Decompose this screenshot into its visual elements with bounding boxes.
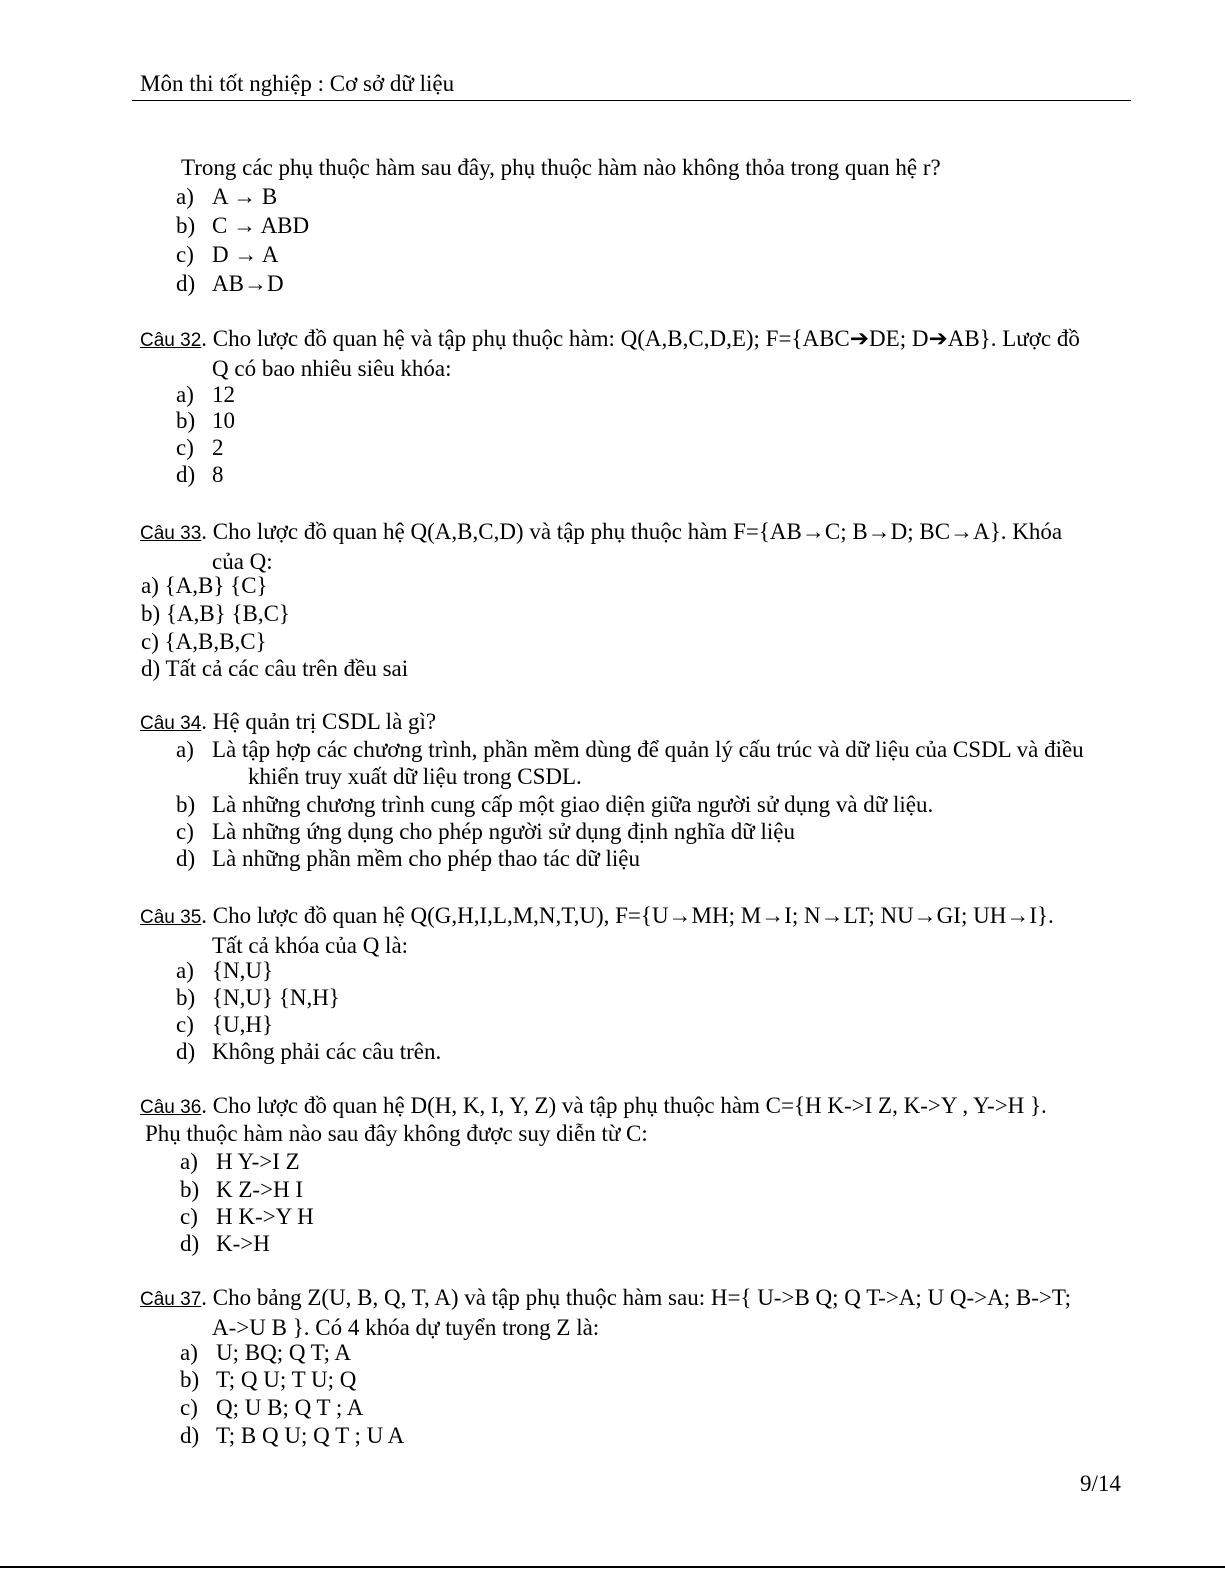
q37-stem: Câu 37. Cho bảng Z(U, B, Q, T, A) và tập phụ thuộc hàm sau: H={ U->B Q; Q T->A; U Q->A; B->T; A->U B }. Có 4 khóa dự tuyển trong Z là: (140, 1285, 1072, 1340)
q36-stem: Câu 36. Cho lược đồ quan hệ D(H, K, I, Y, Z) và tập phụ thuộc hàm C={H K->I Z, K->Y , Y->H }. (140, 1093, 1047, 1118)
q33-option-b: b) {A,B} {B,C} (141, 601, 290, 626)
q31-stem: Trong các phụ thuộc hàm sau đây, phụ thuộc hàm nào không thỏa trong quan hệ r? (181, 155, 941, 180)
header-divider (132, 100, 1131, 101)
q34-label: Câu 34 (140, 713, 202, 734)
q36-option-c: c) H K->Y H (180, 1204, 314, 1229)
q36-option-b: b) K Z->H I (180, 1177, 304, 1202)
q36-label: Câu 36 (140, 1097, 202, 1118)
q34-option-c: c) Là những ứng dụng cho phép người sử dụng định nghĩa dữ liệu (176, 819, 795, 844)
q32-label: Câu 32 (140, 330, 202, 351)
q36-option-d: d) K->H (180, 1231, 270, 1256)
q35-option-c: c) {U,H} (176, 1012, 274, 1037)
q32-stem: Câu 32. Cho lược đồ quan hệ và tập phụ thuộc hàm: Q(A,B,C,D,E); F={ABC➔DE; D➔AB}. Lược đồ Q có bao nhiêu siêu khóa: (140, 326, 1080, 381)
q34-option-a: a) Là tập hợp các chương trình, phần mềm dùng để quản lý cấu trúc và dữ liệu của CSDL và điều khiển truy xuất dữ liệu trong CSDL. (176, 737, 1084, 789)
q32-option-c: c) 2 (176, 435, 224, 460)
q36-option-a: a) H Y->I Z (180, 1149, 300, 1174)
q33-option-c: c) {A,B,B,C} (141, 629, 267, 654)
q33-option-a: a) {A,B} {C} (141, 573, 268, 598)
page-bottom-edge (0, 1566, 1225, 1568)
q37-option-a: a) U; BQ; Q T; A (180, 1340, 352, 1365)
q35-label: Câu 35 (140, 907, 202, 928)
q32-option-b: b) 10 (176, 408, 235, 433)
q31-option-d: d) AB→D (176, 271, 284, 296)
q37-option-c: c) Q; U B; Q T ; A (180, 1395, 364, 1420)
page-header-title: Môn thi tốt nghiệp : Cơ sở dữ liệu (140, 71, 455, 96)
q37-label: Câu 37 (140, 1289, 202, 1310)
q35-option-d: d) Không phải các câu trên. (176, 1039, 442, 1064)
q31-option-b: b) C → ABD (176, 213, 310, 238)
q31-option-c: c) D → A (176, 242, 279, 267)
q32-option-d: d) 8 (176, 462, 224, 487)
q35-option-a: a) {N,U} (176, 958, 274, 983)
q34-option-b: b) Là những chương trình cung cấp một giao diện giữa người sử dụng và dữ liệu. (176, 792, 934, 817)
q37-option-d: d) T; B Q U; Q T ; U A (180, 1423, 405, 1448)
q32-option-a: a) 12 (176, 382, 235, 407)
q33-stem: Câu 33. Cho lược đồ quan hệ Q(A,B,C,D) và tập phụ thuộc hàm F={AB→C; B→D; BC→A}. Khóa của Q: (140, 519, 1063, 574)
q35-stem: Câu 35. Cho lược đồ quan hệ Q(G,H,I,L,M,N,T,U), F={U→MH; M→I; N→LT; NU→GI; UH→I}. Tất cả khóa của Q là: (140, 903, 1054, 958)
q31-option-a: a) A → B (176, 184, 278, 209)
q35-option-b: b) {N,U} {N,H} (176, 985, 340, 1010)
q33-option-d: d) Tất cả các câu trên đều sai (141, 656, 409, 681)
page-number: 9/14 (1080, 1471, 1121, 1496)
q33-label: Câu 33 (140, 523, 202, 544)
q37-option-b: b) T; Q U; T U; Q (180, 1367, 357, 1392)
q34-stem: Câu 34. Hệ quản trị CSDL là gì? (140, 709, 437, 734)
q34-option-d: d) Là những phần mềm cho phép thao tác dữ liệu (176, 846, 640, 871)
q36-stem-continued: Phụ thuộc hàm nào sau đây không được suy diễn từ C: (145, 1121, 648, 1146)
